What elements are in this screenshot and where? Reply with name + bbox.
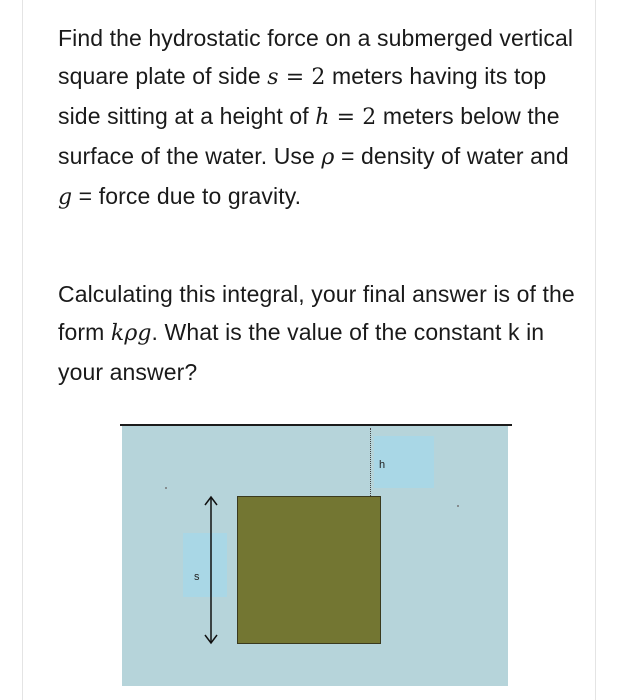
speck [457,505,459,507]
math-s: s [267,65,279,90]
label-s: s [194,571,200,583]
math-h: h [315,105,330,130]
problem-paragraph-2 [58,275,578,391]
text-segment: meters having its top side sitting at a height of [58,63,547,129]
math-k-rho-g: kρg [110,321,152,346]
side-length-arrow-icon [200,494,222,646]
depth-dotted-line [370,428,371,496]
text-segment: meters below the surface of the water. Use [58,103,560,169]
text-segment: = force due to gravity. [72,183,302,209]
text-segment: Find the hydrostatic force on a submerged vertical square plate of side [58,25,574,89]
label-h: h [379,459,386,471]
text-segment: = density of water and [334,143,569,169]
text-segment: . What is the value of the constant k in your answer? [58,319,545,385]
math-eq: = 2 [278,65,326,90]
speck [165,487,167,489]
math-eq: = 2 [329,105,377,130]
text-segment: Calculating this integral, your final answer is of the form [58,281,575,345]
problem-paragraph-1 [58,19,578,217]
math-g: g [58,185,73,210]
submerged-square-plate [237,496,381,644]
math-rho: ρ [321,145,335,170]
